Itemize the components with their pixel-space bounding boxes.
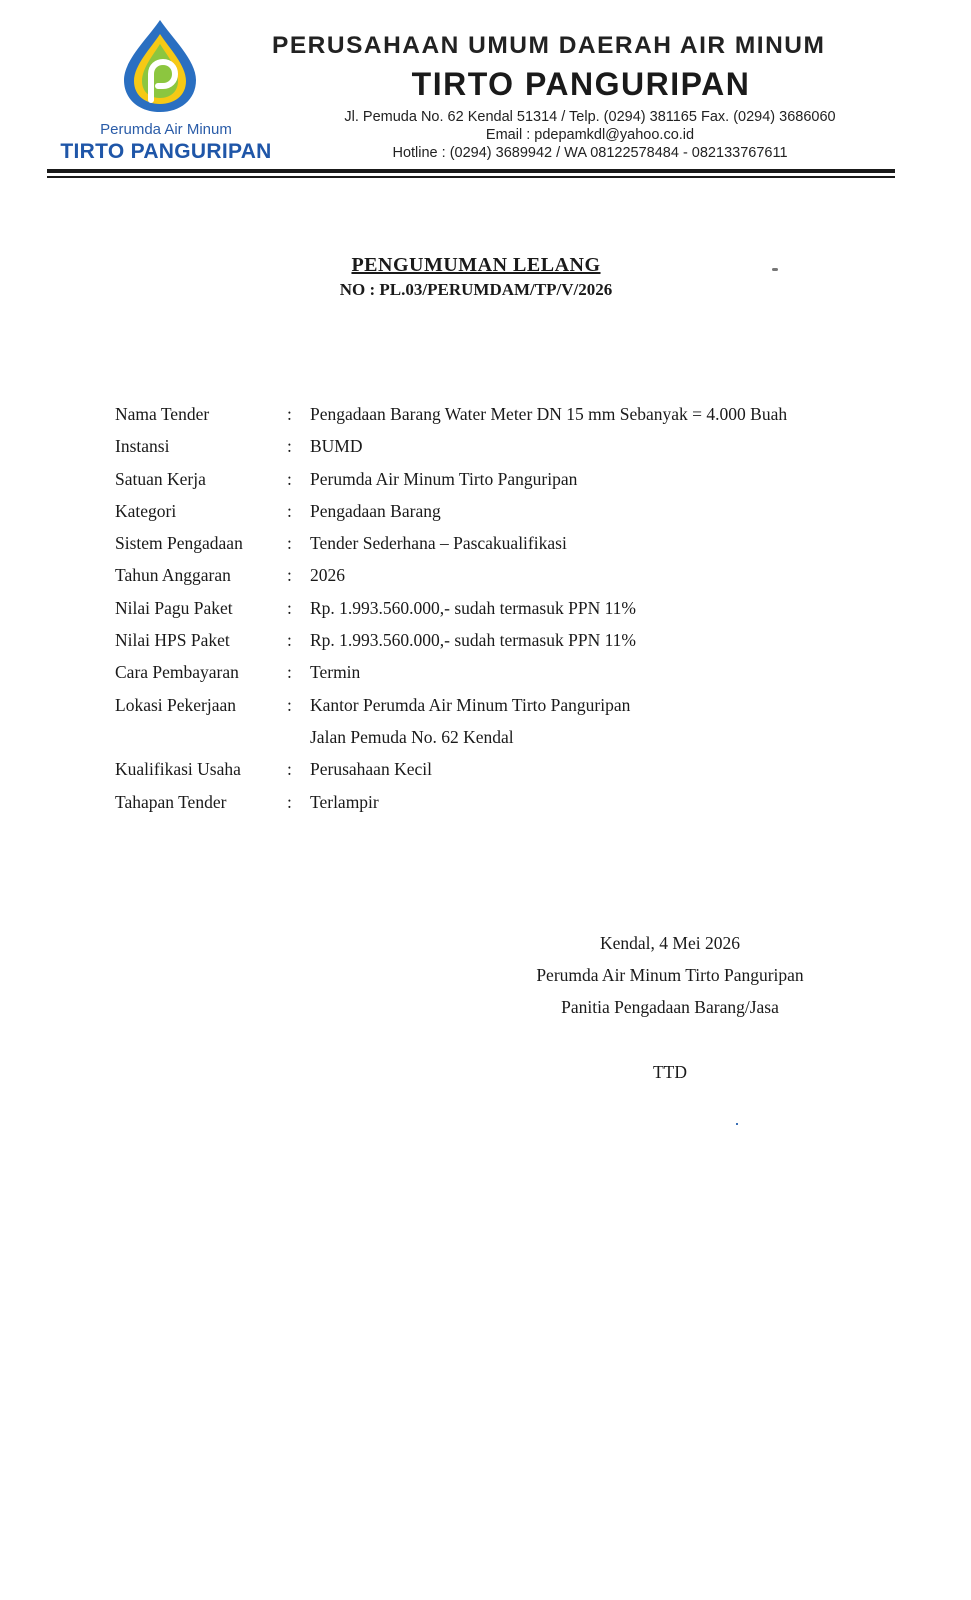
letterhead-divider-thick [47,169,895,173]
field-label: Sistem Pengadaan [115,533,243,554]
field-value: Termin [310,662,361,683]
field-colon: : [287,533,292,554]
field-colon: : [287,468,292,489]
field-label: Nilai Pagu Paket [115,597,233,618]
field-label: Satuan Kerja [115,468,206,489]
field-row [115,436,875,468]
signature-committee: Panitia Pengadaan Barang/Jasa [561,997,779,1017]
org-address: Jl. Pemuda No. 62 Kendal 51314 / Telp. (0294) 381165 Fax. (0294) 3686060 [344,109,836,125]
field-value: Terlampir [310,791,379,812]
signature-ttd: TTD [652,1062,688,1082]
field-row [115,759,875,791]
field-row [115,792,875,824]
field-label: Lokasi Pekerjaan [115,694,236,715]
field-value: Perusahaan Kecil [310,759,432,780]
field-value: Pengadaan Barang Water Meter DN 15 mm Sebanyak = 4.000 Buah [310,404,788,424]
logo-title: TIRTO PANGURIPAN [60,140,272,163]
document-number: NO : PL.03/PERUMDAM/TP/V/2026 [339,280,613,299]
org-name: TIRTO PANGURIPAN [411,66,751,102]
field-value: BUMD [310,436,363,457]
field-colon: : [287,597,292,618]
field-row [115,469,875,501]
field-value: Pengadaan Barang [310,500,441,521]
field-colon: : [287,436,292,457]
letterhead-divider-thin [47,176,895,178]
field-value: Kantor Perumda Air Minum Tirto Panguripan [310,694,631,715]
field-label: Cara Pembayaran [115,662,239,683]
field-value: Tender Sederhana – Pascakualifikasi [310,533,567,554]
field-row [115,404,875,436]
field-colon: : [287,791,292,812]
field-value: Rp. 1.993.560.000,- sudah termasuk PPN 11% [310,597,637,618]
field-label: Instansi [115,436,170,457]
field-row [115,533,875,565]
field-row-continuation [115,727,875,759]
org-type: PERUSAHAAN UMUM DAERAH AIR MINUM [272,32,826,59]
field-value: 2026 [310,565,345,586]
field-label: Kategori [115,500,177,521]
field-colon: : [287,694,292,715]
field-label: Nilai HPS Paket [115,630,230,651]
scan-dot [736,1123,738,1125]
field-colon: : [287,565,292,586]
field-colon: : [287,500,292,521]
field-colon: : [287,662,292,683]
field-label: Tahapan Tender [115,791,227,812]
document-title: PENGUMUMAN LELANG [351,254,601,276]
field-row [115,565,875,597]
field-row [115,630,875,662]
tender-details [115,404,875,824]
logo-subtitle: Perumda Air Minum [100,121,232,138]
field-colon: : [287,404,292,424]
field-label: Kualifikasi Usaha [115,759,241,780]
field-label: Nama Tender [115,404,210,424]
field-colon: : [287,759,292,780]
field-row [115,501,875,533]
signature-org: Perumda Air Minum Tirto Panguripan [536,965,804,985]
signature-place-date: Kendal, 4 Mei 2026 [600,933,740,953]
org-email: Email : pdepamkdl@yahoo.co.id [485,127,695,143]
field-label: Tahun Anggaran [115,565,231,586]
field-row [115,662,875,694]
water-drop-logo-icon [118,18,202,114]
field-value: Rp. 1.993.560.000,- sudah termasuk PPN 11% [310,630,637,651]
field-row [115,695,875,727]
field-colon: : [287,630,292,651]
field-row [115,598,875,630]
field-value: Jalan Pemuda No. 62 Kendal [310,726,514,747]
field-value: Perumda Air Minum Tirto Panguripan [310,468,578,489]
org-hotline: Hotline : (0294) 3689942 / WA 08122578484 - 082133767611 [392,145,788,161]
